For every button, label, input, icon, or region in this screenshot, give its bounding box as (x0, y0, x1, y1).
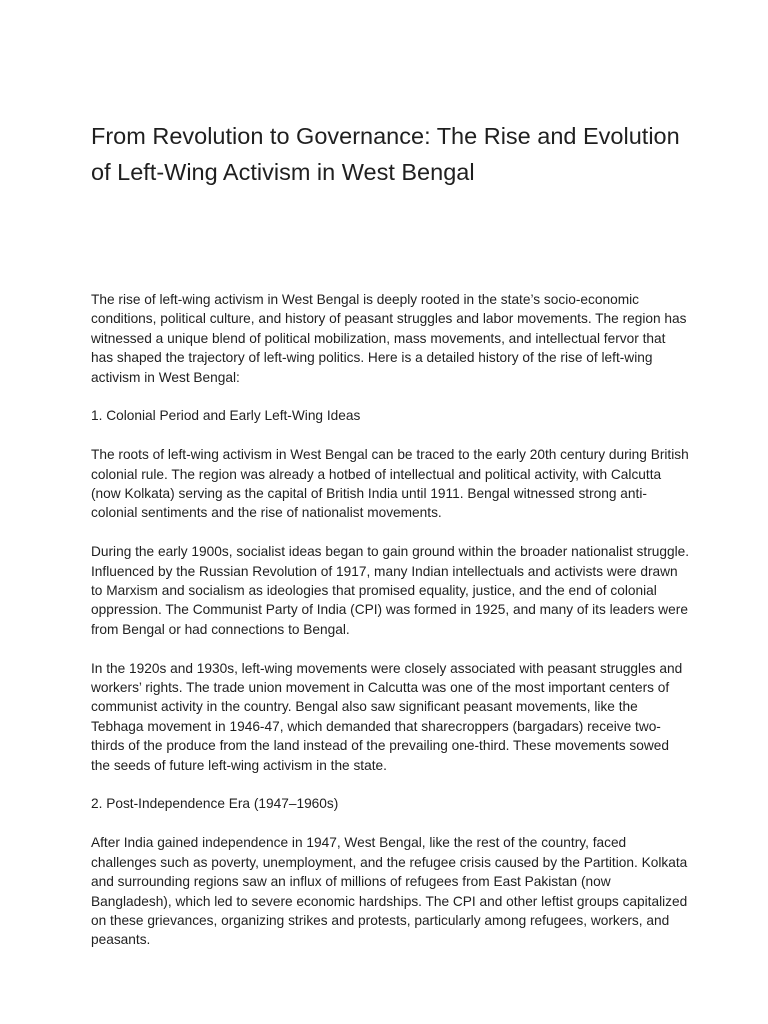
section-heading-post-independence: 2. Post-Independence Era (1947–1960s) (91, 796, 339, 812)
paragraph-peasant-struggles: In the 1920s and 1930s, left-wing movements were closely associated with peasant struggles and workers’ rights. The trade union movement in Calcutta was one of the most important centers of communist activity in the country. Bengal also saw significant peasant movements, like the Tebhaga movement in 1946-47, which demanded that sharecroppers (bargadars) receive two-thirds of the produce from the land instead of the prevailing one-third. These movements sowed the seeds of future left-wing activism in the state. (91, 660, 683, 773)
paragraph-socialist-ideas: During the early 1900s, socialist ideas began to gain ground within the broader nationalist struggle. Influenced by the Russian Revolution of 1917, many Indian intellectuals and activists were drawn to Marxism and socialism as ideologies that promised equality, justice, and the end of colonial oppression. The Communist Party of India (CPI) was formed in 1925, and many of its leaders were from Bengal or had connections to Bengal. (91, 544, 690, 637)
section-heading-colonial-period: 1. Colonial Period and Early Left-Wing Ideas (91, 408, 361, 424)
document-body (91, 290, 691, 969)
document-title: From Revolution to Governance: The Rise and Evolution of Left-Wing Activism in West Bengal (91, 123, 680, 185)
paragraph-post-independence: After India gained independence in 1947, West Bengal, like the rest of the country, faced challenges such as poverty, unemployment, and the refugee crisis caused by the Partition. Kolkata and surrounding regions saw an influx of millions of refugees from East Pakistan (now Bangladesh), which led to severe economic hardships. The CPI and other leftist groups capitalized on these grievances, organizing strikes and protests, particularly among refugees, workers, and peasants. (91, 835, 688, 948)
intro-paragraph: The rise of left-wing activism in West Bengal is deeply rooted in the state’s socio-economic conditions, political culture, and history of peasant struggles and labor movements. The region has witnessed a unique blend of political mobilization, mass movements, and intellectual fervor that has shaped the trajectory of left-wing politics. Here is a detailed history of the rise of left-wing activism in West Bengal: (91, 292, 687, 385)
paragraph-colonial-roots: The roots of left-wing activism in West Bengal can be traced to the early 20th century during British colonial rule. The region was already a hotbed of intellectual and political activity, with Calcutta (now Kolkata) serving as the capital of British India until 1911. Bengal witnessed strong anti-colonial sentiments and the rise of nationalist movements. (91, 447, 689, 521)
